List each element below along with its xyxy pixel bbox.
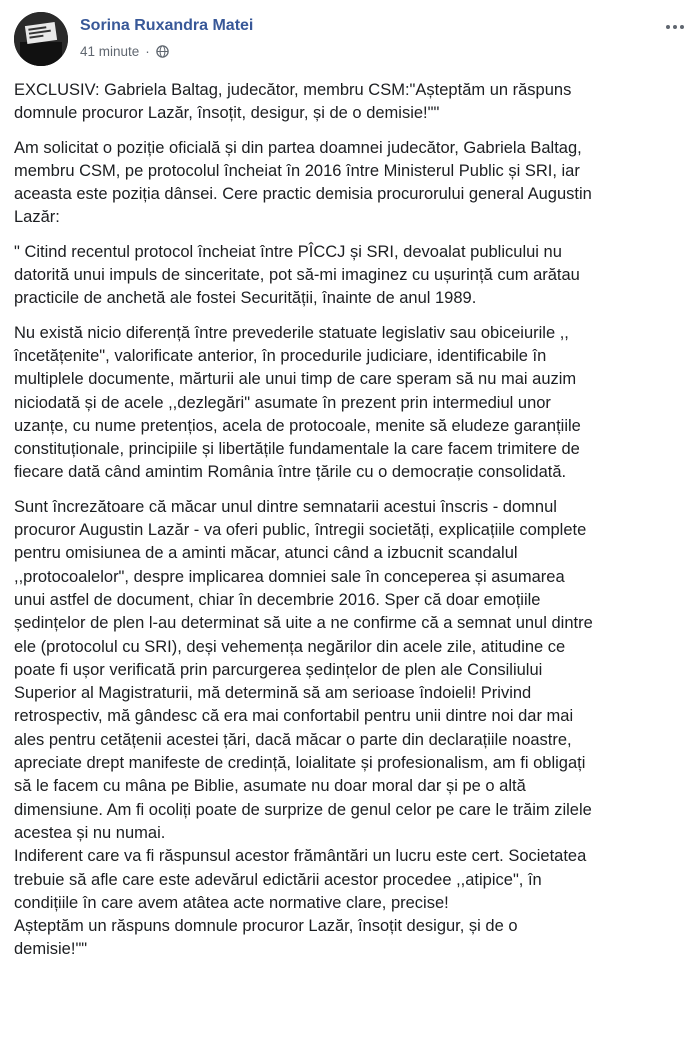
author-name[interactable]: Sorina Ruxandra Matei: [80, 17, 254, 34]
post-paragraph: Indiferent care va fi răspunsul acestor frământări un lucru este cert. Societatea trebuie să afle care este adevărul edictării acestor procedee ,,atipice", în condițiile în care avem atâtea acte normative clare, precise!: [14, 847, 587, 912]
meta-separator: ·: [145, 44, 150, 59]
avatar[interactable]: [14, 12, 68, 66]
more-options-icon[interactable]: [664, 20, 686, 34]
post-paragraph: Așteptăm un răspuns domnule procuror Lazăr, însoțit desigur, și de o demisie!"": [14, 917, 518, 959]
post-paragraph: Nu există nicio diferență între prevederile statuate legislativ sau obiceiurile ,, încetățenite", valorificate anterior, în procedurile judiciare, identificabile în multiplele documente, mărturii ale unui timp de care speram să nu mai auzim niciodată și de acele ,,dezlegări" asumate în prezent prin intermediul unor uzanțe, cu nume pretențios, acela de protocoale, menite să eludeze garanțiile constituționale, principiile și libertățile fundamentale la care facem trimitere de fiecare dată când amintim România între țările cu o democrație consolidată.: [14, 323, 581, 482]
post-paragraph: Am solicitat o poziție oficială și din partea doamnei judecător, Gabriela Baltag, membru CSM, pe protocolul încheiat în 2016 între Ministerul Public și SRI, iar aceasta este poziția dânsei. Cere practic demisia procurorului general Augustin Lazăr:: [14, 138, 592, 227]
post-meta: [80, 44, 169, 59]
globe-icon[interactable]: [156, 45, 169, 58]
post-paragraph: EXCLUSIV: Gabriela Baltag, judecător, membru CSM:"Așteptăm un răspuns domnule procuror Lazăr, însoțit, desigur, și de o demisie!"": [14, 81, 572, 123]
post-header: [14, 12, 686, 64]
post-paragraph: " Citind recentul protocol încheiat între PÎCCJ și SRI, devoalat publicului nu datorită unui impuls de sinceritate, pot să-mi imaginez cu ușurință cum arătau practicile de anchetă ale fostei Securității, înainte de anul 1989.: [14, 242, 580, 308]
post-timestamp[interactable]: 41 minute: [80, 44, 140, 59]
post-paragraph: Sunt încrezătoare că măcar unul dintre semnatarii acestui înscris - domnul procuror Augustin Lazăr - va oferi public, întregii societăți, explicațiile complete pentru omisiunea de a aminti măcar, atunci când a izbucnit scandalul ,,protocoalelor", despre implicarea domniei sale în conceperea și asumarea unui astfel de document, chiar în decembrie 2016. Sper că doar emoțiile ședințelor de plen l-au determinat să uite a ne confirme că a semnat unul dintre ele (protocolul cu SRI), deși vehemența negărilor din acele zile, atitudine ce poate fi ușor verificată prin parcurgerea ședințelor de plen ale Consiliului Superior al Magistraturii, mă determină să am serioase îndoieli! Privind retrospectiv, mă gândesc că era mai confortabil pentru unii dintre noi dar mai ales pentru cetățenii acestei țări, dacă măcar o parte din declarațiile noastre, apreciate drept manifeste de credință, loialitate și profesionalism, am fi obligați să le facem cu mâna pe Biblie, asumate nu doar moral dar și pe o altă dimensiune. Am fi ocoliți poate de surprize de genul celor pe care le trăim zilele acestea și nu numai.: [14, 497, 593, 842]
post-body: [14, 79, 690, 962]
